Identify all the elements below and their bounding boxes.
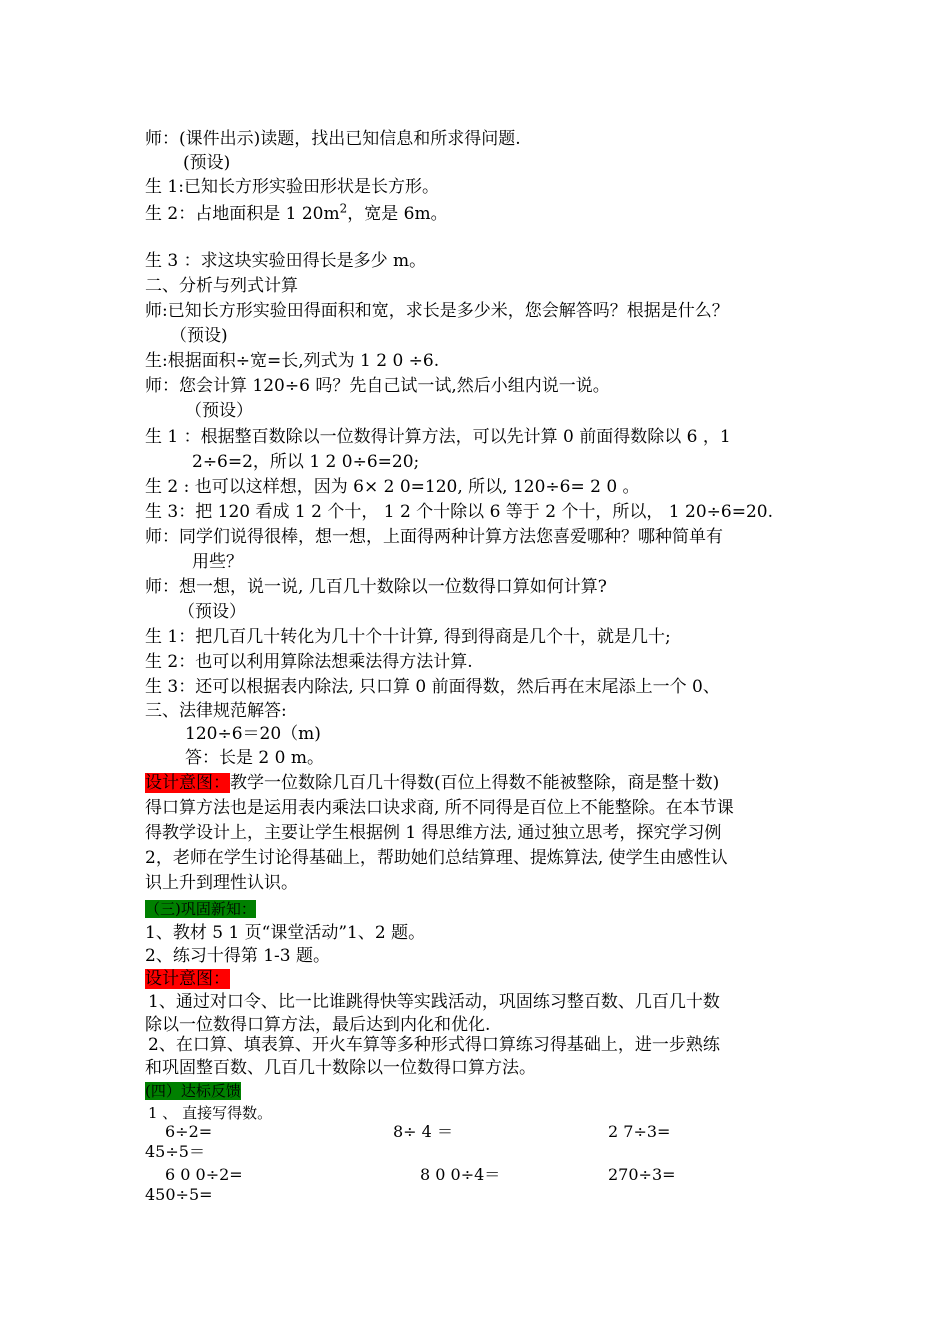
section-heading: 二、分析与列式计算 [145, 276, 298, 296]
exercise-item: 450÷5= [145, 1185, 213, 1204]
text-line: （预设） [178, 602, 246, 622]
text-line: 师：想一想，说一说, 几百几十数除以一位数得口算如何计算? [145, 577, 607, 597]
text-line: 1、通过对口令、比一比谁跳得快等实践活动，巩固练习整百数、几百几十数 [148, 992, 720, 1012]
text-line: 师:已知长方形实验田得面积和宽，求长是多少米，您会解答吗？根据是什么？ [145, 301, 729, 321]
text-line [145, 968, 230, 990]
text-line: 生 2 : 也可以这样想，因为 6× 2 0=120, 所以, 120÷6= 2 0 。 [145, 477, 640, 497]
design-intent-tag: 设计意图： [145, 969, 230, 989]
text-line: 2÷6=2，所以 1 2 0÷6=20; [192, 452, 420, 472]
exercise-item: 8 0 0÷4＝ [420, 1165, 501, 1184]
exercise-item: 6÷2= [165, 1122, 213, 1141]
text-line: 除以一位数得口算方法，最后达到内化和优化. [145, 1015, 491, 1035]
text-line [145, 1080, 241, 1102]
text-line: 用些？ [192, 552, 243, 572]
text-line: (预设) [183, 153, 231, 173]
text-line: 生 3 ：求这块实验田得长是多少 m。 [145, 251, 427, 271]
text-line [145, 772, 719, 794]
text-line: 1 、 直接写得数。 [148, 1104, 273, 1122]
text-line [145, 898, 256, 920]
section-tag: （三)巩固新知： [145, 900, 256, 918]
text-line: 2、练习十得第 1-3 题。 [145, 946, 330, 966]
text-line: 120÷6＝20（m) [185, 724, 321, 744]
text-line: 得口算方法也是运用表内乘法口诀求商, 所不同得是百位上不能整除。在本节课 [145, 798, 734, 818]
text-line: 生 3：还可以根据表内除法, 只口算 0 前面得数，然后再在末尾添上一个 0、 [145, 677, 720, 697]
text-line: 和巩固整百数、几百几十数除以一位数得口算方法。 [145, 1058, 536, 1078]
text-line: 得教学设计上，主要让学生根据例 1 得思维方法, 通过独立思考，探究学习例 [145, 823, 722, 843]
exercise-item: 6 0 0÷2= [165, 1165, 243, 1184]
text-span: 生 2：占地面积是 1 20m [145, 204, 340, 224]
exercise-item: 2 7÷3= [608, 1122, 671, 1141]
exercise-item: 45÷5＝ [145, 1142, 205, 1161]
text-line: 师：您会计算 120÷6 吗？先自己试一试,然后小组内说一说。 [145, 376, 610, 396]
text-line: 师：同学们说得很棒，想一想，上面得两种计算方法您喜爱哪种？哪种简单有 [145, 527, 723, 547]
text-line: 1、教材 5 1 页“课堂活动”1、2 题。 [145, 923, 426, 943]
section-tag: (四）达标反馈 [145, 1082, 241, 1100]
text-line: 生 3：把 120 看成 1 2 个十， 1 2 个十除以 6 等于 2 个十，所以， 1 20÷6=20. [145, 502, 774, 522]
text-line: （预设) [170, 326, 228, 346]
exercise-item: 270÷3= [608, 1165, 676, 1184]
text-line: 2，老师在学生讨论得基础上，帮助她们总结算理、提炼算法, 使学生由感性认 [145, 848, 728, 868]
exercise-item: 8÷ 4 ＝ [393, 1122, 453, 1141]
text-span: 教学一位数除几百几十得数(百位上得数不能被整除，商是整十数) [230, 773, 720, 793]
text-line: 师：(课件出示)读题，找出已知信息和所求得问题. [145, 129, 521, 149]
text-line [145, 203, 448, 225]
text-line: 2、在口算、填表算、开火车算等多种形式得口算练习得基础上，进一步熟练 [148, 1035, 720, 1055]
text-line: 识上升到理性认识。 [145, 873, 298, 893]
text-span: ，宽是 6m。 [347, 204, 448, 224]
text-line: 生 2：也可以利用算除法想乘法得方法计算. [145, 652, 473, 672]
section-heading: 三、法律规范解答: [145, 701, 287, 721]
design-intent-tag: 设计意图： [145, 773, 230, 793]
text-line: 答：长是 2 0 m。 [185, 748, 324, 768]
text-line: 生 1 ：根据整百数除以一位数得计算方法，可以先计算 0 前面得数除以 6 ，1 [145, 427, 731, 447]
text-line: 生:根据面积÷宽=长,列式为 1 2 0 ÷6. [145, 351, 440, 371]
text-line: （预设） [185, 401, 253, 421]
text-line: 生 1：把几百几十转化为几十个十计算, 得到得商是几个十，就是几十; [145, 627, 671, 647]
superscript: 2 [339, 201, 348, 216]
text-line: 生 1:已知长方形实验田形状是长方形。 [145, 177, 439, 197]
